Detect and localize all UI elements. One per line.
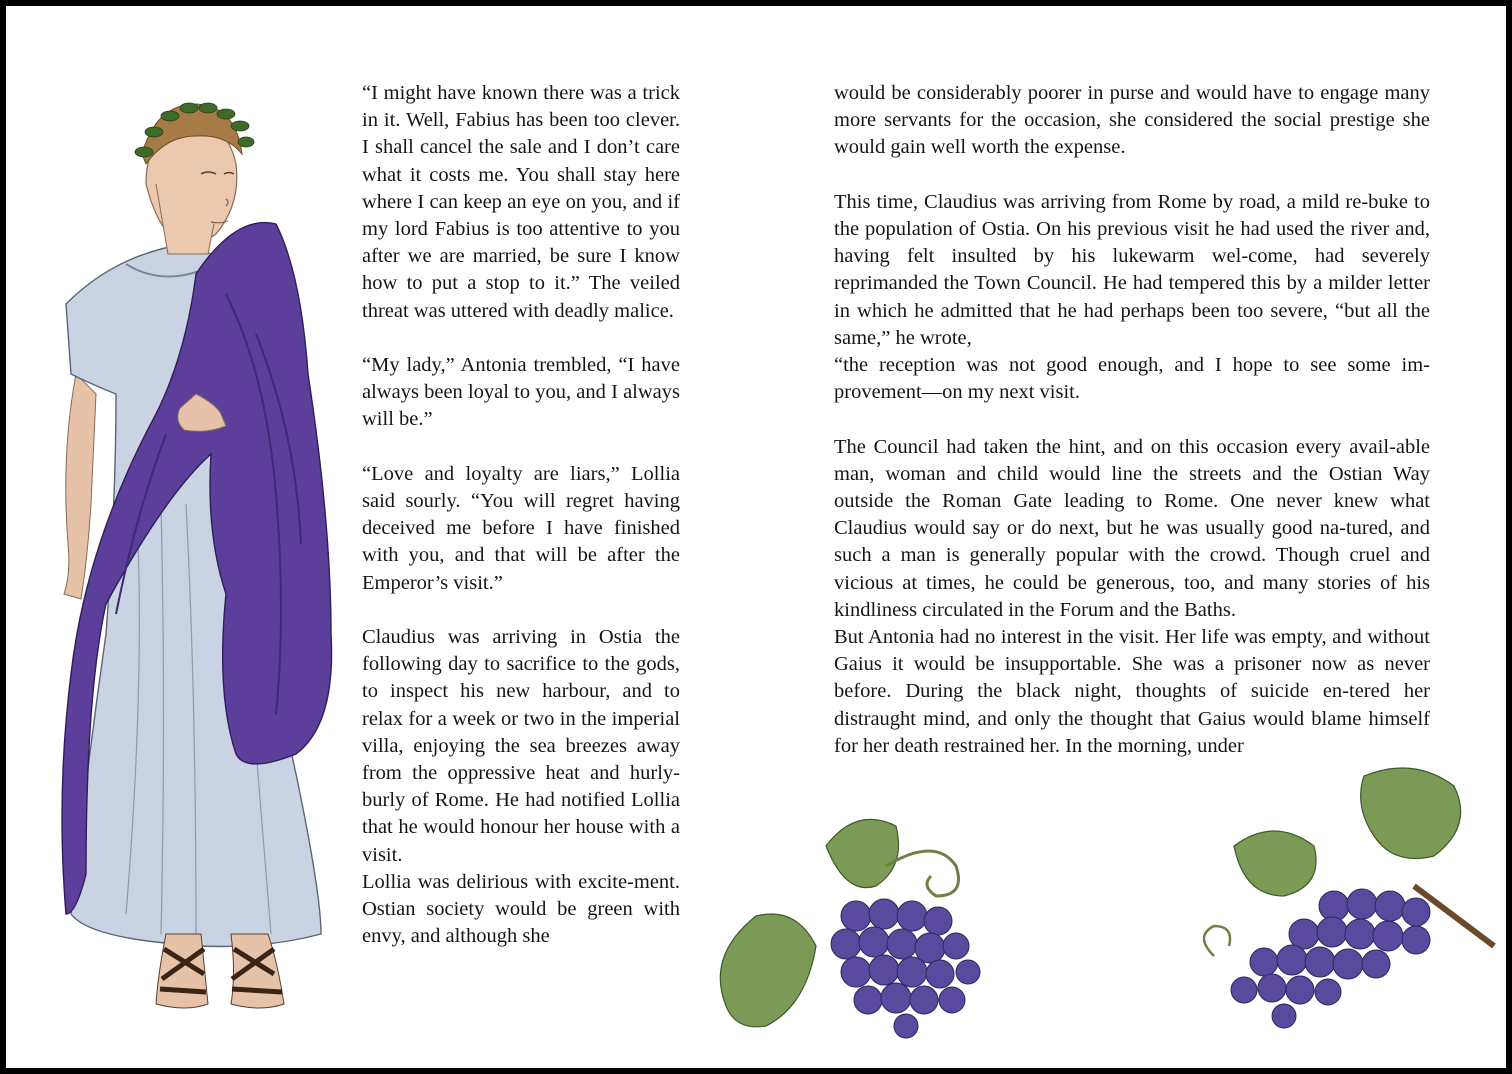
paragraph: Lollia was delirious with excite-ment. Ostian society would be green with envy, and although she: [362, 870, 680, 948]
paragraph: would be considerably poorer in purse and would have to engage many more servants for the occasion, she considered the social prestige she would gain well worth the expense.: [834, 82, 1430, 159]
paragraph: “Love and loyalty are liars,” Lollia said sourly. “You will regret having deceived me before I have finished with you, and that will be after the Emperor’s visit.”: [362, 462, 680, 594]
book-spread: [6, 6, 1506, 1068]
paragraph: “My lady,” Antonia trembled, “I have always been loyal to you, and I always will be.”: [362, 354, 680, 431]
right-page-text: [834, 80, 1430, 760]
paragraph: Claudius was arriving in Ostia the following day to sacrifice to the gods, to inspect his new harbour, and to relax for a week or two in the imperial villa, enjoying the sea breezes away from the oppressive heat and hurly-burly of Rome. He had notified Lollia that he would honour her house with a visit.: [362, 626, 680, 866]
left-page-text: [362, 80, 680, 950]
emperor-illustration: [46, 74, 346, 1054]
grapes-illustration: [1194, 756, 1504, 1056]
paragraph: This time, Claudius was arriving from Rome by road, a mild re-buke to the population of Ostia. On his previous visit he had used the river and, having felt insulted by his lukewarm wel-come, had severely reprimanded the Town Council. He had tempered this by a milder letter in which he admitted that he had perhaps been too severe, “but all the same,” he wrote,: [834, 190, 1430, 349]
paragraph: The Council had taken the hint, and on this occasion every avail-able man, woman and child would line the streets and the Ostian Way outside the Roman Gate leading to Rome. One never knew what Claudius would say or do next, but he was usually good na-tured, and such a man is generally popular with the crowd. Though cruel and vicious at times, he could be generous, too, and many stories of his kindliness circulated in the Forum and the Baths.: [834, 435, 1430, 621]
paragraph: But Antonia had no interest in the visit. Her life was empty, and without Gaius it would be insupportable. She was a prisoner now as never before. During the black night, thoughts of suicide en-tered her distraught mind, and only the thought that Gaius would blame himself for her death restrained her. In the morning, under: [834, 626, 1430, 757]
grapes-illustration: [706, 806, 1026, 1056]
paragraph: “I might have known there was a trick in it. Well, Fabius has been too clever. I shall cancel the sale and I don’t care what it costs me. You shall stay here where I can keep an eye on you, and if my lord Fabius is too attentive to you after we are married, be sure I know how to put a stop to it.” The veiled threat was uttered with deadly malice.: [362, 82, 680, 322]
paragraph: “the reception was not good enough, and I hope to see some im-provement—on my next visit.: [834, 354, 1430, 404]
